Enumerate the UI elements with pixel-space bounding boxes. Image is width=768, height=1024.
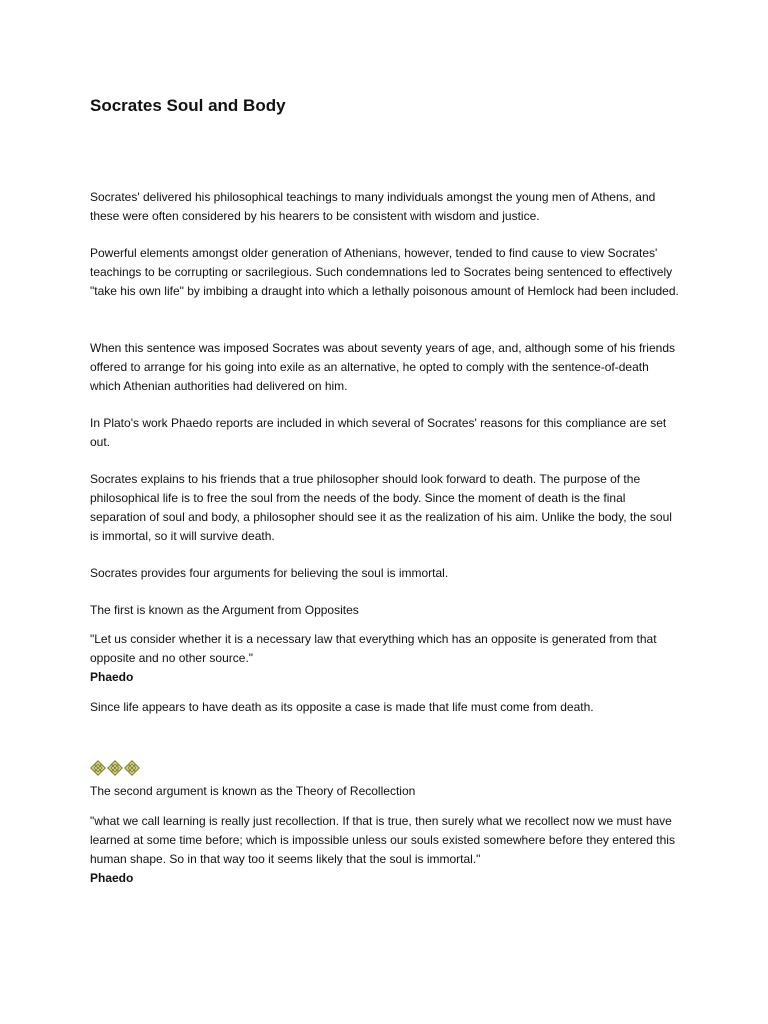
document-title: Socrates Soul and Body bbox=[90, 96, 286, 115]
quote-source-1: Phaedo bbox=[90, 670, 134, 684]
section-ornament bbox=[90, 760, 140, 778]
paragraph-four-arguments: Socrates provides four arguments for believing the soul is immortal. bbox=[90, 566, 449, 580]
paragraph-sentence: When this sentence was imposed Socrates was about seventy years of age, and, although some of his friends offered to arrange for his going into exile as an alternative, he opted to comply with the sentence-of-death which Athenian authorities had delivered on him. bbox=[90, 341, 675, 393]
diamond-knot-icon bbox=[90, 760, 106, 778]
diamond-knot-icon bbox=[124, 760, 140, 778]
quote-recollection: "what we call learning is really just recollection. If that is true, then surely what we recollect now we must have learned at some time before; which is impossible unless our souls existed somewhere before they entered this human shape. So in that way too it seems likely that the soul is immortal." bbox=[90, 814, 675, 866]
paragraph-condemnation: Powerful elements amongst older generation of Athenians, however, tended to find cause to view Socrates' teachings to be corrupting or sacrilegious. Such condemnations led to Socrates being sentenced to effectively "take his own life" by imbibing a draught into which a lethally poisonous amount of Hemlock had been included. bbox=[90, 246, 679, 298]
paragraph-life-from-death: Since life appears to have death as its opposite a case is made that life must come from death. bbox=[90, 700, 594, 714]
quote-opposites: "Let us consider whether it is a necessary law that everything which has an opposite is generated from that opposite and no other source." bbox=[90, 632, 657, 665]
diamond-knot-icon bbox=[107, 760, 123, 778]
paragraph-true-philosopher: Socrates explains to his friends that a true philosopher should look forward to death. The purpose of the philosophical life is to free the soul from the needs of the body. Since the moment of death is the final separation of soul and body, a philosopher should see it as the realization of his aim. Unlike the body, the soul is immortal, so it will survive death. bbox=[90, 472, 672, 543]
paragraph-second-argument: The second argument is known as the Theory of Recollection bbox=[90, 784, 416, 798]
paragraph-teachings: Socrates' delivered his philosophical teachings to many individuals amongst the young men of Athens, and these were often considered by his hearers to be consistent with wisdom and justice. bbox=[90, 190, 656, 223]
paragraph-first-argument: The first is known as the Argument from Opposites bbox=[90, 603, 359, 617]
quote-source-2: Phaedo bbox=[90, 871, 134, 885]
paragraph-phaedo-reports: In Plato's work Phaedo reports are included in which several of Socrates' reasons for this compliance are set out. bbox=[90, 416, 667, 449]
